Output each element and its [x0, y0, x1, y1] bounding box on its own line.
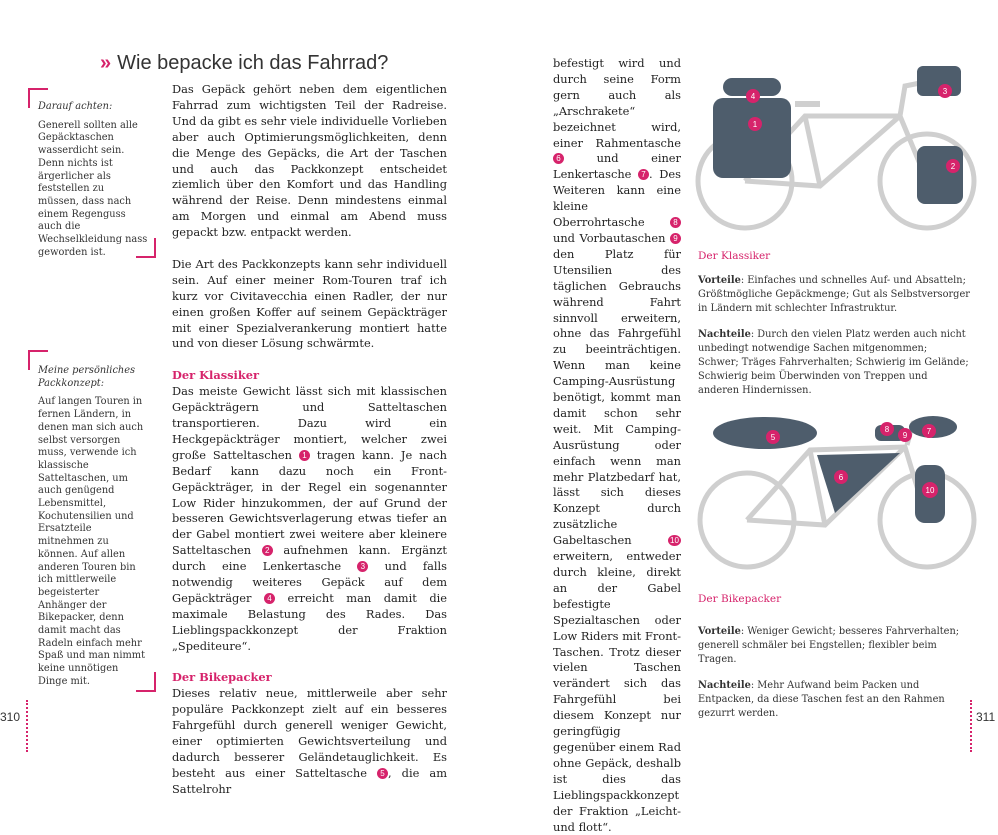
sidebar-note-heading: Darauf achten:	[38, 101, 113, 112]
pros-text: : Einfaches und schnelles Auf- und Absatteln; Größtmögliche Gepäckmenge; Gut als Selbstversorger in Ländern mit schlechter Infrastruktur.	[698, 275, 970, 314]
page-number-left: 310	[0, 710, 21, 724]
sidebar-bracket-bottom	[136, 238, 156, 258]
text-run: , die am Sattelrohr	[172, 765, 448, 796]
page-edge-dots	[26, 700, 28, 752]
marker-1: 1	[299, 450, 310, 461]
caption-bikepacker: Der Bikepacker	[698, 593, 782, 605]
left-column	[172, 82, 447, 814]
text-run: tragen kann. Je nach Bedarf kann dazu noch ein Front-Gepäckträger, in der Regel ein sogenannter Low Rider hinzukommen, der auf Grund der besseren Gewichtsverlagerung etwas tiefer an der Gabel montiert zwei weitere aber kleinere Satteltaschen	[172, 447, 447, 558]
page-title	[100, 52, 388, 75]
bikepacker-pros	[698, 625, 973, 667]
marker-6: 6	[553, 153, 564, 164]
pros-label: Vorteile	[698, 626, 741, 637]
bag-label-3: 3	[942, 87, 948, 96]
text-run: und falls notwendig weiteres Gepäck auf dem Gepäckträger	[172, 559, 447, 605]
pros-text: : Weniger Gewicht; besseres Fahrverhalten; generell schmäler bei Engstellen; flexibler beim Tragen.	[698, 626, 960, 665]
cons-label: Nachteile	[698, 680, 751, 691]
marker-2: 2	[262, 545, 273, 556]
sidebar-note-text: Auf langen Touren in fernen Ländern, in denen man sich auch selbst versorgen muss, verwende ich klassische Satteltaschen, um auch genügend Lebensmittel, Kochutensilien und Ersatzteile mitnehmen zu können. Auf allen anderen Touren bin ich mittlerweile begeisterter Anhänger der Bikepacker, denn damit macht das Radeln einfach mehr Spaß und man nimmt keine unnötigen Dinge mit.	[38, 396, 146, 687]
marker-5: 5	[377, 768, 388, 779]
text-run: den Platz für Utensilien des täglichen Gebrauchs während Fahrt sinnvoll erweitern, ohne das Fahrgefühl zu beeinträchtigen. Wenn man keine Camping-Ausrüstung benötigt, kommt man damit schon sehr weit. Mit Camping-Ausrüstung oder einfach wenn man mehr Platzbedarf hat, lässt sich dieses Konzept durch zusätzliche Gabeltaschen	[553, 246, 681, 548]
classic-bike-illustration	[695, 56, 980, 236]
bikepacker-pros-cons	[698, 625, 973, 733]
title-text: Wie bepacke ich das Fahrrad?	[117, 52, 389, 74]
marker-4: 4	[264, 593, 275, 604]
bag-label-6: 6	[838, 473, 844, 482]
subheading-bikepacker: Der Bikepacker	[172, 670, 272, 685]
bag-label-10: 10	[925, 486, 935, 495]
marker-10: 10	[668, 535, 681, 546]
paragraph: Die Art des Packkonzepts kann sehr individuell sein. Auf einer meiner Rom-Touren traf ich kurz vor Civitavecchia einen Radler, der nur einen großen Koffer auf seinem Gepäckträger mit einer Spezialverankerung montiert hatte und von dieser Lösung schwärmte.	[172, 256, 447, 351]
bag-frame	[817, 453, 900, 513]
pros-label: Vorteile	[698, 275, 741, 286]
sidebar-note-2	[38, 365, 148, 689]
bag-rear-pannier	[713, 98, 791, 178]
text-run: erweitern, entweder durch kleine, direkt an der Gabel befestigte Spezialtaschen oder Low Riders mit Front-Taschen. Trotz dieser vielen Taschen verändert sich das Fahrgefühl bei diesem Konzept nur geringfügig gegenüber einem Rad ohne Gepäck, deshalb ist dies das Lieblingspackkonzept der Fraktion „Leicht- und flott“.	[553, 549, 681, 834]
marker-8: 8	[670, 217, 681, 228]
bag-label-8: 8	[884, 425, 890, 434]
bag-label-4: 4	[750, 92, 756, 101]
text-run: . Des Weiteren kann eine kleine Oberrohrtasche	[553, 167, 681, 230]
sidebar-bracket-bottom	[136, 672, 156, 692]
text-run: Das meiste Gewicht lässt sich mit klassischen Gepäckträgern und Satteltaschen transportieren. Dazu wird ein Heckgepäckträger montiert, welcher zwei große Satteltaschen	[172, 384, 447, 462]
marker-3: 3	[357, 561, 368, 572]
paragraph-bikepacker	[172, 670, 447, 797]
paragraph-classic	[172, 368, 447, 654]
text-run: aufnehmen kann. Ergänzt durch eine Lenkertasche	[172, 543, 448, 574]
right-column	[553, 56, 681, 835]
text-run: und einer Lenkertasche	[553, 151, 681, 182]
bag-label-5: 5	[770, 433, 776, 442]
cons-label: Nachteile	[698, 329, 751, 340]
cons-text: : Durch den vielen Platz werden auch nicht unbedingt notwendige Sachen mitgenommen; Schwer; Träges Fahrverhalten; Schwierig im Gelände; Schwierig beim Überwinden von Treppen und anderen Hindernissen.	[698, 329, 969, 396]
bag-saddle	[713, 417, 817, 449]
paragraph: Das Gepäck gehört neben dem eigentlichen Fahrrad zum wichtigsten Teil der Radreise. Und da gibt es sehr viele individuelle Vorlieben aber auch Optimierungsmöglichkeiten, denn die Menge des Gepäcks, die Art der Taschen und auch das Packkonzept entscheidet ziemlich über den Komfort und das Handling während der Reise. Denn mindestens einmal am Morgen und einmal am Abend muss gepackt bzw. entpackt werden.	[172, 82, 447, 240]
text-run: und Vorbautaschen	[553, 230, 666, 245]
subheading-classic: Der Klassiker	[172, 368, 259, 383]
bag-front-pannier	[917, 146, 963, 204]
sidebar-note-1	[38, 101, 148, 259]
sidebar-note-text: Generell sollten alle Gepäcktaschen wasserdicht sein. Denn nichts ist ärgerlicher als feststellen zu müssen, dass nach einem Regenguss auch die Wechselkleidung nass geworden ist.	[38, 119, 148, 258]
classic-cons	[698, 328, 970, 398]
bag-label-9: 9	[902, 431, 908, 440]
classic-pros	[698, 274, 970, 316]
marker-9: 9	[670, 233, 681, 244]
bikepacker-cons	[698, 679, 973, 721]
text-run: Dieses relativ neue, mittlerweile aber sehr populäre Packkonzept zielt auf ein besseres Fahrgefühl durch generell weniger Gewicht, einer optimierten Gewichtsverteilung und dadurch besserer Geländetauglichkeit. Es besteht aus einer Satteltasche	[172, 686, 447, 780]
text-run: befestigt wird und durch seine Form gern auch als „Arschrakete“ bezeichnet wird, einer Rahmentasche	[553, 56, 681, 150]
bikepacker-illustration	[695, 405, 980, 580]
bag-label-7: 7	[926, 427, 932, 436]
sidebar-note-heading: Meine persönliches Packkonzept:	[38, 365, 136, 389]
text-run: erreicht man damit die maximale Belastung des Rades. Das Lieblingspackkonzept der Fraktion „Spediteure“.	[172, 590, 447, 653]
bag-label-2: 2	[950, 162, 956, 171]
marker-7: 7	[638, 169, 649, 180]
title-marker: »	[100, 52, 112, 74]
bike-frame	[805, 116, 820, 186]
bag-label-1: 1	[752, 120, 758, 129]
classic-pros-cons	[698, 274, 970, 410]
cons-text: : Mehr Aufwand beim Packen und Entpacken, da diese Taschen fest an den Rahmen gezurrt werden.	[698, 680, 945, 719]
page-number-right: 311	[976, 710, 996, 724]
caption-classic: Der Klassiker	[698, 250, 771, 262]
page-edge-dots	[970, 700, 972, 752]
